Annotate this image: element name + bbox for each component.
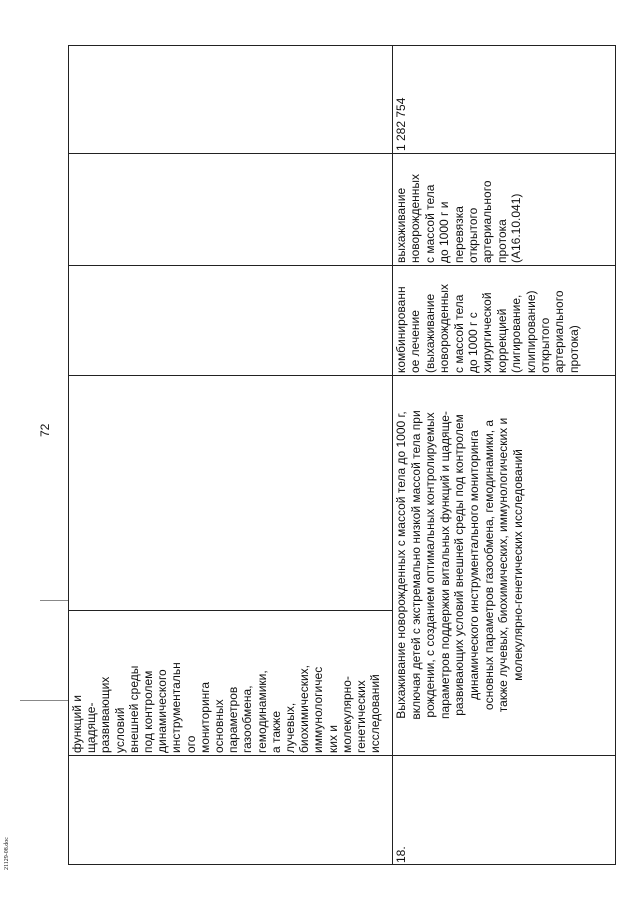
scan-mark: [20, 700, 68, 701]
col-divider: [68, 375, 616, 376]
col-divider: [68, 610, 392, 611]
table-border: [615, 45, 616, 865]
row-18-number-cell: [394, 757, 614, 863]
col-divider: [68, 153, 616, 154]
col-divider: [68, 755, 616, 756]
col-divider: [68, 265, 616, 266]
table-border: [68, 45, 69, 865]
row-18-cost: 1 282 754: [394, 97, 408, 151]
row-divider: [392, 45, 393, 865]
row-18-name: Выхаживание новорожденных с массой тела до 1000 г, включая детей с экстремально низкой массой тела при рождении, с созданием оптимальных контролируемых параметров поддержки витальных функций и щадяще- развивающих условий внешней среды под контролем динамического инструментального мониторинга основных параметров газообмена, гемодинамики, а также лучевых, биохимических, иммунологических и молекулярно-генетических исследований: [394, 410, 525, 720]
page-number: 72: [38, 423, 52, 437]
row-prev-condition-text: функций и щадяще- развивающих условий внешней среды под контролем динамического инструментальн ого мониторинга основных параметров газообмена, гемодинамики, а также лучевых, биохимических, иммунологичес ких и молекулярно- генетических исследований: [70, 662, 383, 753]
row-18-name-cell: [394, 377, 530, 753]
scan-mark: [40, 600, 68, 601]
row-18-method: выхаживание новорожденных с массой тела до 1000 г и перевязка открытого артериального протока (А16.10.041): [394, 173, 524, 263]
row-18-cost-cell: [394, 47, 434, 151]
row-prev-condition-cell: [70, 615, 390, 753]
row-18-method-cell: [394, 155, 534, 263]
table-border: [68, 864, 616, 865]
row-18-treatment: комбинированн ое лечение (выхаживание новорожденных с массой тела до 1000 г с хирургической коррекцией (лигирование, клипирование) открытого артериального протока): [394, 283, 581, 373]
table-border: [68, 45, 616, 46]
table: [68, 45, 616, 865]
row-18-number: 18.: [394, 846, 408, 863]
row-18-treatment-cell: [394, 267, 581, 373]
footer-doc-code: 21129-08.doc: [4, 837, 10, 870]
